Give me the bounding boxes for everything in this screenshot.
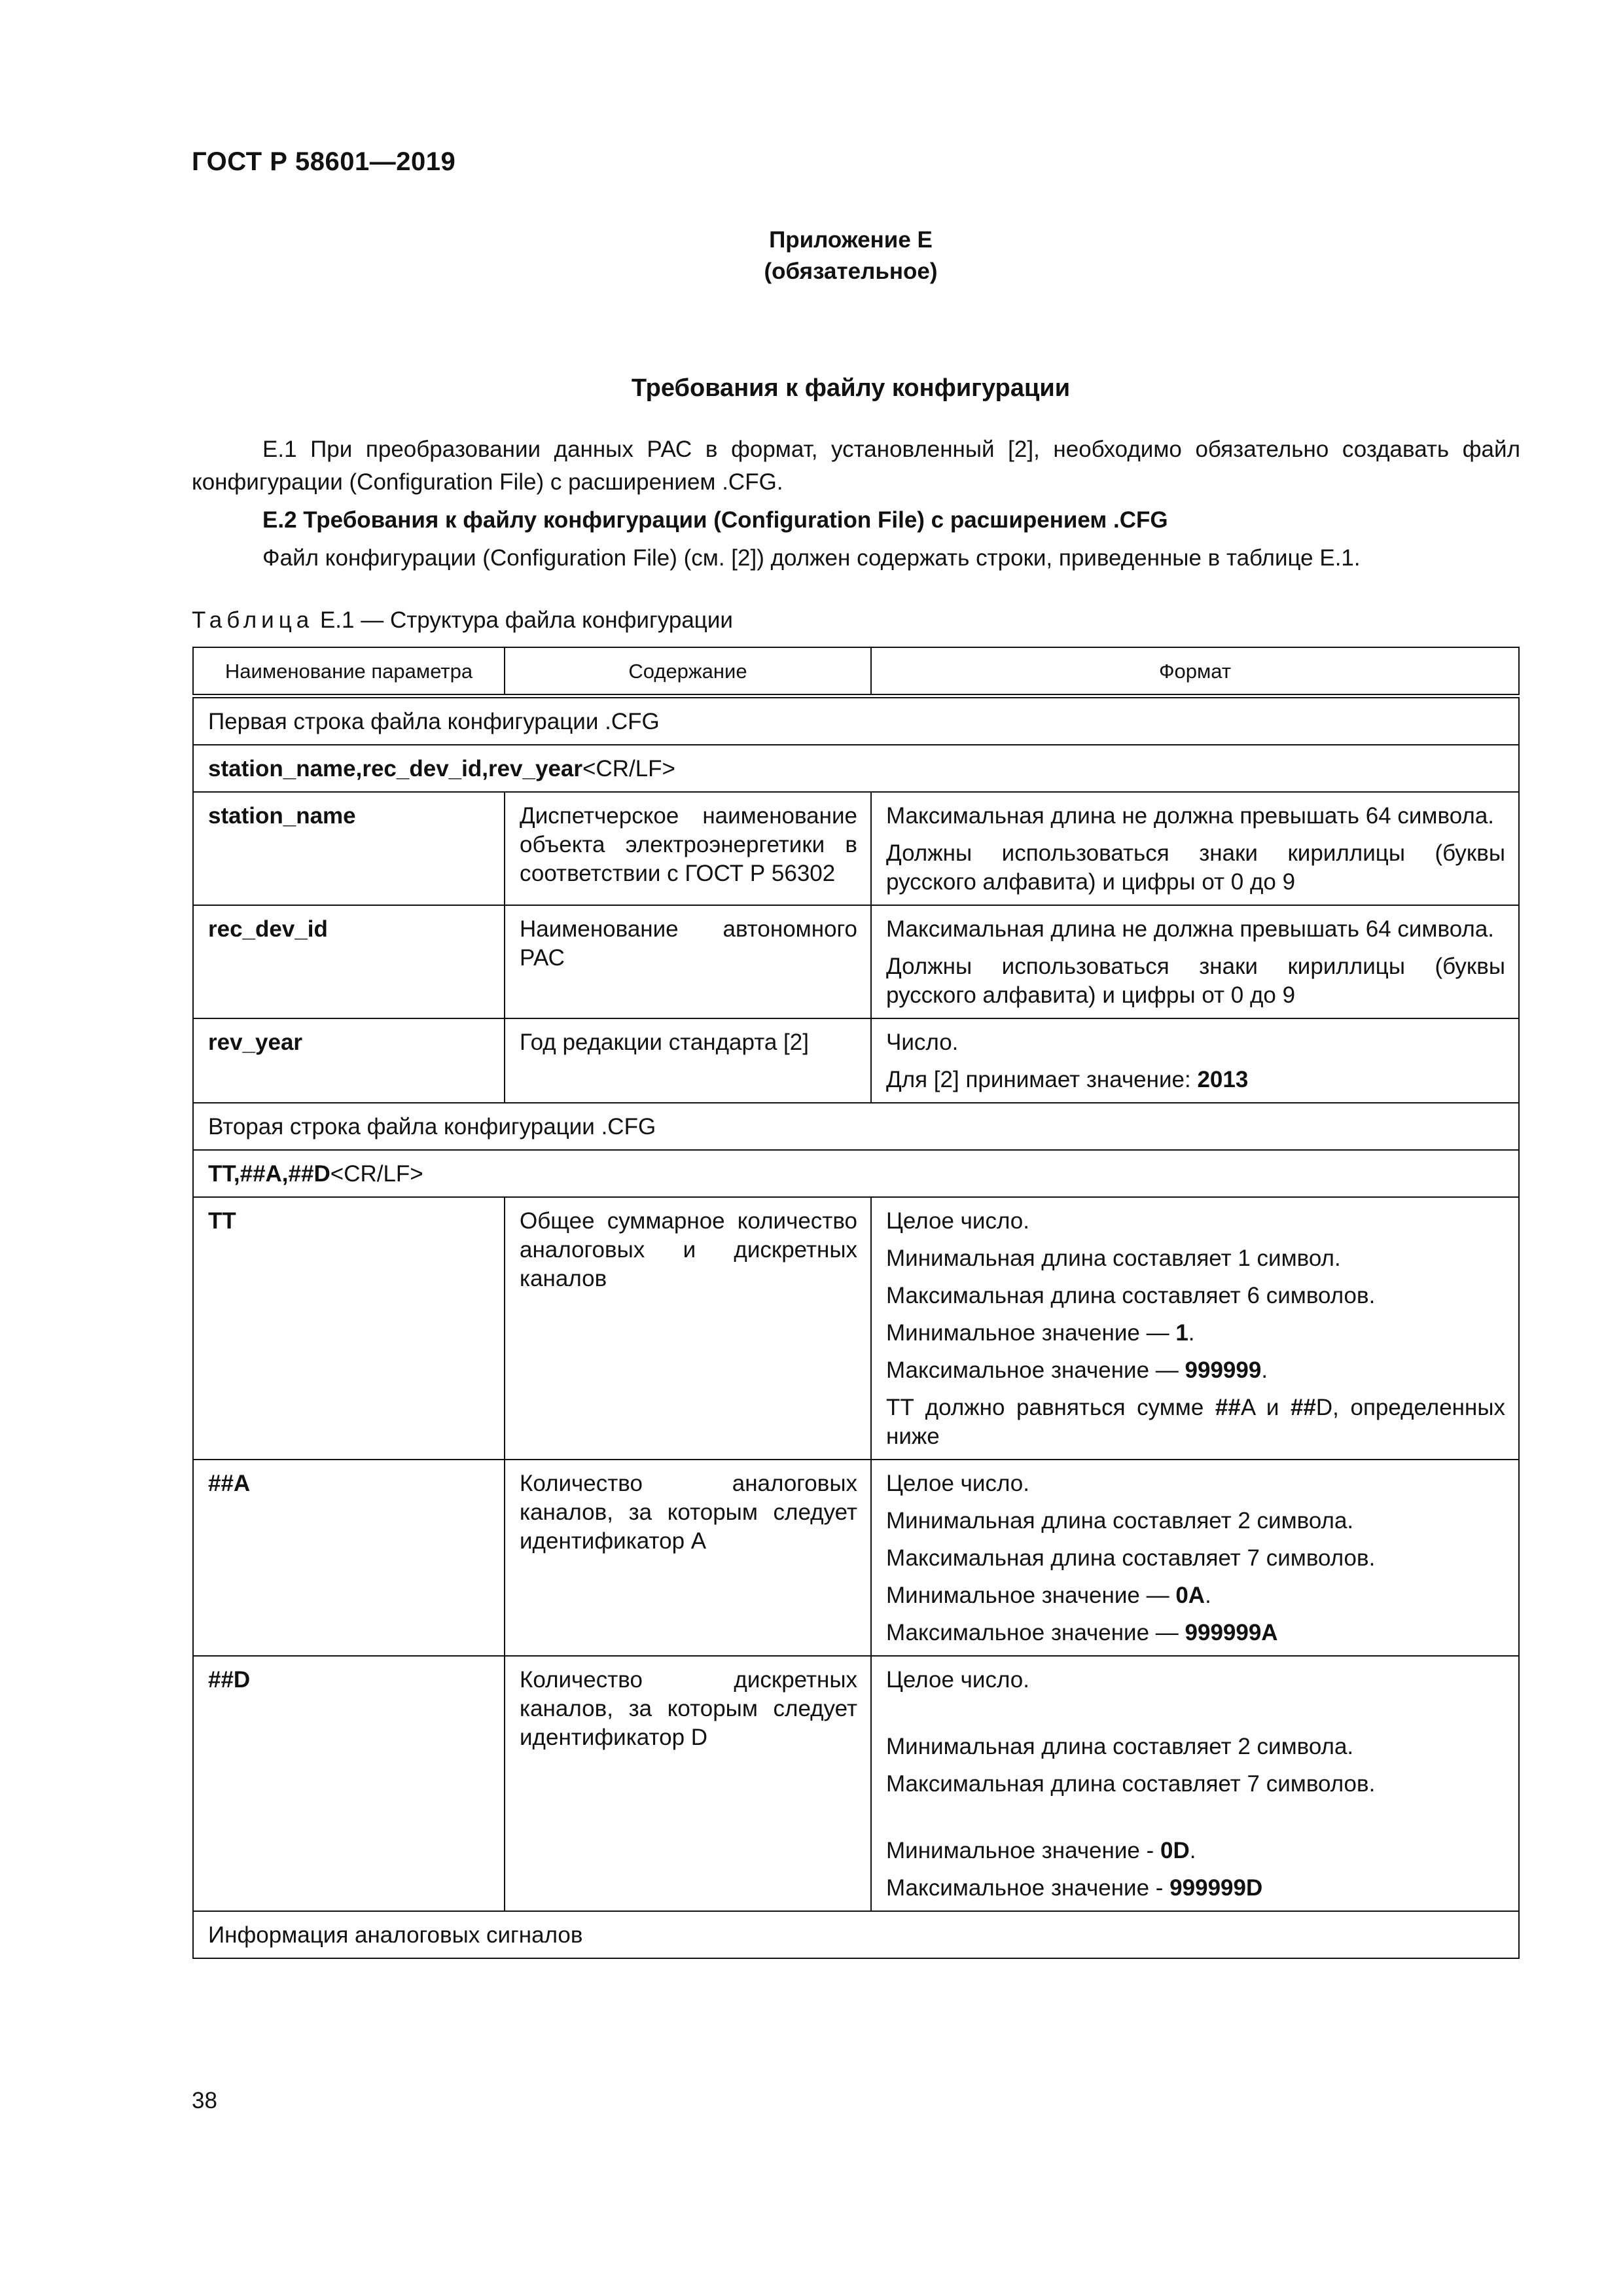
second-line-fields: TT,##A,##D	[208, 1161, 330, 1187]
first-line-syntax	[193, 745, 1519, 792]
table-row	[193, 1150, 1519, 1197]
format-line	[886, 1393, 1505, 1451]
format-value: 999999A	[1185, 1620, 1278, 1645]
paragraph-e2-text: Файл конфигурации (Configuration File) (см. [2]) должен содержать строки, приведенные в таблице Е.1.	[262, 545, 1361, 571]
document-code: ГОСТ Р 58601—2019	[192, 147, 456, 176]
header-content: Содержание	[505, 647, 871, 696]
format-text: Минимальное значение -	[886, 1838, 1160, 1863]
param-format	[871, 1656, 1519, 1911]
param-name: TT	[193, 1197, 505, 1460]
header-parameter: Наименование параметра	[193, 647, 505, 696]
table-row	[193, 1018, 1519, 1103]
param-format	[871, 1018, 1519, 1103]
format-text: D, определенных ниже	[886, 1395, 1505, 1449]
table-row	[193, 792, 1519, 905]
format-line: Максимальная длина составляет 7 символов.	[886, 1771, 1376, 1797]
param-format	[871, 1197, 1519, 1460]
format-text: Минимальное значение —	[886, 1583, 1176, 1608]
format-text: Максимальное значение —	[886, 1620, 1185, 1645]
appendix-status: (обязательное)	[764, 259, 938, 284]
param-content: Количество аналоговых каналов, за которым следует идентификатор А	[505, 1460, 871, 1656]
format-line: Должны использоваться знаки кириллицы (буквы русского алфавита) и цифры от 0 до 9	[886, 840, 1505, 895]
format-text: A и	[1240, 1395, 1291, 1420]
param-name: rec_dev_id	[193, 905, 505, 1018]
format-line: Максимальное значение — 999999.	[886, 1357, 1268, 1383]
table-row	[193, 696, 1519, 745]
format-line: Число.	[886, 1030, 959, 1055]
format-line: Максимальная длина не должна превышать 64 символа.	[886, 916, 1495, 942]
table-row	[193, 1460, 1519, 1656]
table-row	[193, 1103, 1519, 1150]
page-number: 38	[192, 2088, 217, 2113]
section-analog-info: Информация аналоговых сигналов	[193, 1911, 1519, 1958]
format-value: 0A	[1175, 1583, 1205, 1608]
second-line-syntax	[193, 1150, 1519, 1197]
format-text: Для [2] принимает значение:	[886, 1067, 1198, 1092]
format-value: ##	[1290, 1395, 1316, 1420]
param-content: Количество дискретных каналов, за которым следует идентификатор D	[505, 1656, 871, 1911]
section-title: Требования к файлу конфигурации	[631, 374, 1071, 402]
appendix-title: Приложение Е	[769, 227, 933, 253]
table-caption-prefix: Таблица	[192, 607, 314, 633]
param-name: rev_year	[193, 1018, 505, 1103]
format-value: ##	[1215, 1395, 1241, 1420]
format-line: Минимальная длина составляет 2 символа.	[886, 1508, 1354, 1534]
header-format: Формат	[871, 647, 1519, 696]
table-row	[193, 1197, 1519, 1460]
table-caption	[192, 605, 733, 636]
table-header-row	[193, 647, 1519, 696]
section-second-line: Вторая строка файла конфигурации .CFG	[193, 1103, 1519, 1150]
format-line: Максимальная длина составляет 7 символов.	[886, 1545, 1376, 1571]
format-line	[886, 1066, 1505, 1094]
table-caption-text: Е.1 — Структура файла конфигурации	[313, 607, 733, 633]
format-value: 2013	[1197, 1067, 1249, 1092]
param-content: Год редакции стандарта [2]	[505, 1018, 871, 1103]
second-line-terminator: <CR/LF>	[330, 1161, 423, 1187]
table-row	[193, 905, 1519, 1018]
format-line	[886, 1874, 1505, 1903]
param-format	[871, 792, 1519, 905]
param-content: Наименование автономного РАС	[505, 905, 871, 1018]
format-line: Должны использоваться знаки кириллицы (буквы русского алфавита) и цифры от 0 до 9	[886, 954, 1505, 1008]
table-row	[193, 745, 1519, 792]
format-line: Целое число.	[886, 1667, 1029, 1693]
table-row	[193, 1656, 1519, 1911]
format-line: Максимальная длина не должна превышать 64 символа.	[886, 803, 1495, 829]
format-line	[886, 1619, 1505, 1647]
paragraph-e2-heading: Е.2 Требования к файлу конфигурации (Configuration File) с расширением .CFG	[262, 507, 1168, 533]
format-text: Максимальное значение —	[886, 1357, 1185, 1383]
param-content: Общее суммарное количество аналоговых и дискретных каналов	[505, 1197, 871, 1460]
param-name: ##A	[193, 1460, 505, 1656]
format-value: 1	[1175, 1320, 1188, 1346]
format-line: Минимальное значение — 0A.	[886, 1583, 1211, 1608]
format-line: Минимальная длина составляет 1 символ.	[886, 1246, 1341, 1271]
param-name: ##D	[193, 1656, 505, 1911]
param-content: Диспетчерское наименование объекта электроэнергетики в соответствии с ГОСТ Р 56302	[505, 792, 871, 905]
param-format	[871, 1460, 1519, 1656]
config-structure-table	[192, 647, 1520, 1959]
format-line: Целое число.	[886, 1208, 1029, 1234]
first-line-terminator: <CR/LF>	[582, 756, 675, 781]
format-text: TT должно равняться сумме	[886, 1395, 1215, 1420]
format-text: Максимальное значение -	[886, 1875, 1170, 1901]
format-line: Минимальное значение — 1.	[886, 1320, 1195, 1346]
format-line: Целое число.	[886, 1471, 1029, 1496]
format-text: Минимальное значение —	[886, 1320, 1176, 1346]
format-value: 999999	[1185, 1357, 1262, 1383]
format-value: 999999D	[1169, 1875, 1263, 1901]
format-line: Минимальное значение - 0D.	[886, 1838, 1196, 1863]
first-line-fields: station_name,rec_dev_id,rev_year	[208, 756, 582, 781]
table-row	[193, 1911, 1519, 1958]
param-format	[871, 905, 1519, 1018]
format-line: Минимальная длина составляет 2 символа.	[886, 1734, 1354, 1759]
format-line: Максимальная длина составляет 6 символов.	[886, 1283, 1376, 1308]
paragraph-e1: Е.1 При преобразовании данных РАС в формат, установленный [2], необходимо обязательно создавать файл конфигурации (Configuration File) с расширением .CFG.	[192, 437, 1520, 495]
section-first-line: Первая строка файла конфигурации .CFG	[193, 696, 1519, 745]
param-name: station_name	[193, 792, 505, 905]
format-value: 0D	[1160, 1838, 1190, 1863]
